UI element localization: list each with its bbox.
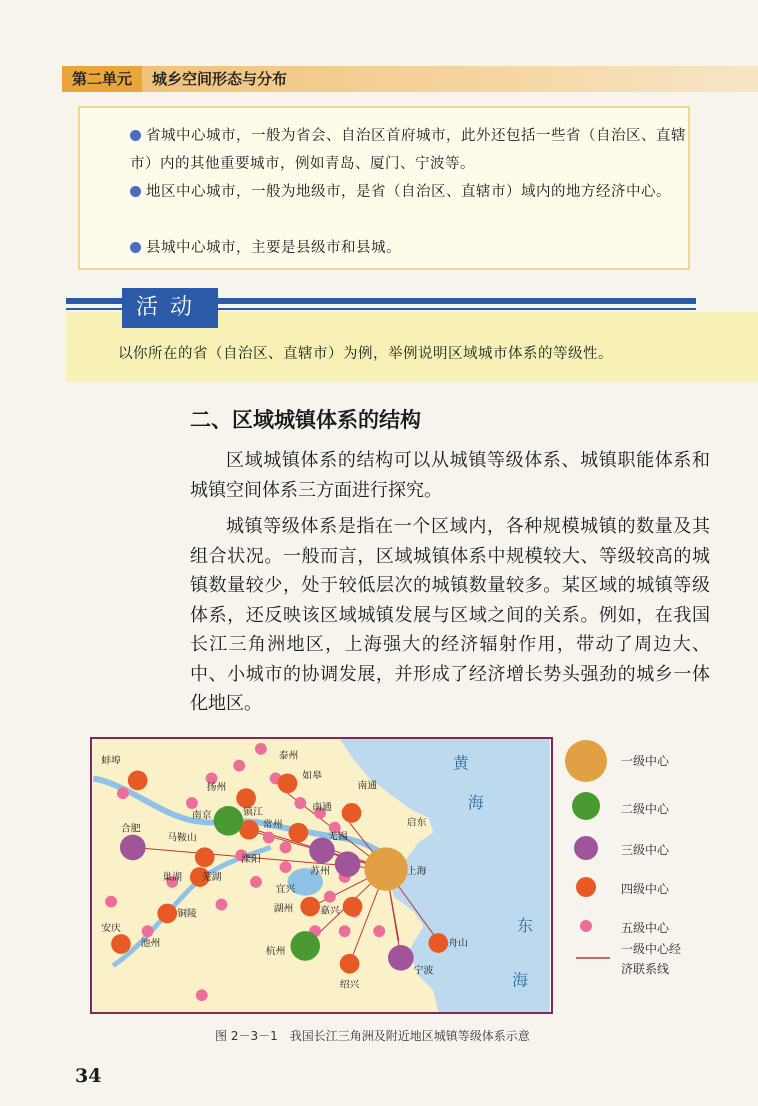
legend-level4-icon (576, 877, 596, 897)
level2-hangzhou (290, 931, 320, 961)
paragraph: 城镇等级体系是指在一个区域内，各种规模城镇的数量及其组合状况。一般而言，区域城镇体系中规模较大、等级较高的城镇数量较少，处于较低层次的城镇数量较多。某区域的城镇等级体系，还反映该区域城镇发展与区域之间的关系。例如，在我国长江三角洲地区，上海强大的经济辐射作用，带动了周边大、中、小城市的协调发展，并形成了经济增长势头强劲的城乡一体化地区。 (190, 516, 710, 714)
legend-label: 一级中心 (621, 754, 670, 768)
city-label: 泰州 (278, 750, 299, 762)
city-hierarchy-map (90, 737, 553, 1014)
city-label: 南京 (191, 809, 212, 821)
page-number: 34 (75, 1065, 102, 1087)
info-item (130, 234, 705, 262)
info-item-text: 省城中心城市，一般为省会、自治区首府城市，此外还包括一些省（自治区、直辖市）内的其他重要城市，例如青岛、厦门、宁波等。 (130, 128, 686, 172)
city-label: 上海 (406, 866, 427, 878)
info-item (130, 122, 705, 178)
city-label: 扬州 (206, 782, 227, 794)
legend-level2-icon (572, 792, 600, 820)
bullet-icon (130, 186, 141, 197)
legend-label: 一级中心经 (621, 942, 682, 956)
paragraph: 区域城镇体系的结构可以从城镇等级体系、城镇职能体系和城镇空间体系三方面进行探究。 (190, 450, 710, 501)
legend-label: 四级中心 (621, 882, 670, 896)
unit-label: 第二单元 (62, 66, 142, 92)
city-label: 如皋 (302, 770, 322, 782)
sea-label: 海 (512, 970, 528, 990)
level2-nanjing (214, 806, 244, 836)
unit-title: 城乡空间形态与分布 (152, 70, 288, 88)
figure-caption: 图 2－3－1 我国长江三角洲及附近地区城镇等级体系示意 (215, 1029, 530, 1043)
bullet-icon (130, 242, 141, 253)
city-label: 巢湖 (162, 871, 183, 883)
city-label: 芜湖 (201, 871, 222, 883)
info-box (78, 106, 690, 270)
city-label: 启东 (406, 817, 427, 829)
legend-label: 五级中心 (621, 921, 670, 935)
legend-label: 济联系线 (621, 962, 670, 976)
level1-shanghai (364, 847, 407, 890)
city-label: 无锡 (327, 831, 348, 843)
activity-title: 活动 (122, 288, 218, 328)
city-label: 宁波 (413, 965, 434, 977)
city-label: 蚌埠 (101, 755, 121, 767)
sea-label: 黄 (453, 753, 469, 773)
city-label: 池州 (140, 937, 161, 949)
legend-level1-icon (565, 740, 607, 782)
activity-text: 以你所在的省（自治区、直辖市）为例，举例说明区域城市体系的等级性。 (118, 346, 613, 362)
bullet-icon (130, 130, 141, 141)
city-label: 舟山 (448, 937, 468, 949)
city-label: 安庆 (101, 923, 121, 935)
city-label: 南通 (312, 801, 332, 813)
legend-label: 二级中心 (621, 802, 670, 816)
info-item (130, 178, 705, 206)
legend-symbols (558, 740, 618, 970)
city-label: 杭州 (265, 945, 286, 957)
legend-label: 三级中心 (621, 843, 670, 857)
section-heading: 二、区域城镇体系的结构 (190, 408, 421, 432)
city-label: 镇江 (243, 806, 263, 818)
city-label: 马鞍山 (167, 832, 197, 844)
city-label: 溧阳 (241, 854, 261, 866)
city-label: 绍兴 (339, 979, 360, 991)
city-label: 湖州 (273, 903, 294, 915)
sea-label: 东 (517, 916, 533, 936)
legend-level3-icon (574, 836, 598, 860)
city-label: 苏州 (310, 866, 330, 878)
sea-label: 海 (467, 792, 484, 812)
info-item-text: 县城中心城市，主要是县级市和县城。 (146, 240, 401, 256)
info-item-text: 地区中心城市，一般为地级市，是省（自治区、直辖市）域内的地方经济中心。 (146, 184, 671, 200)
city-label: 常州 (262, 819, 283, 831)
city-label: 铜陵 (177, 908, 197, 920)
city-label: 宜兴 (275, 883, 296, 895)
city-label: 合肥 (120, 823, 141, 835)
legend-level5-icon (580, 920, 592, 932)
city-label: 嘉兴 (320, 905, 340, 917)
city-label: 南通 (357, 780, 378, 792)
